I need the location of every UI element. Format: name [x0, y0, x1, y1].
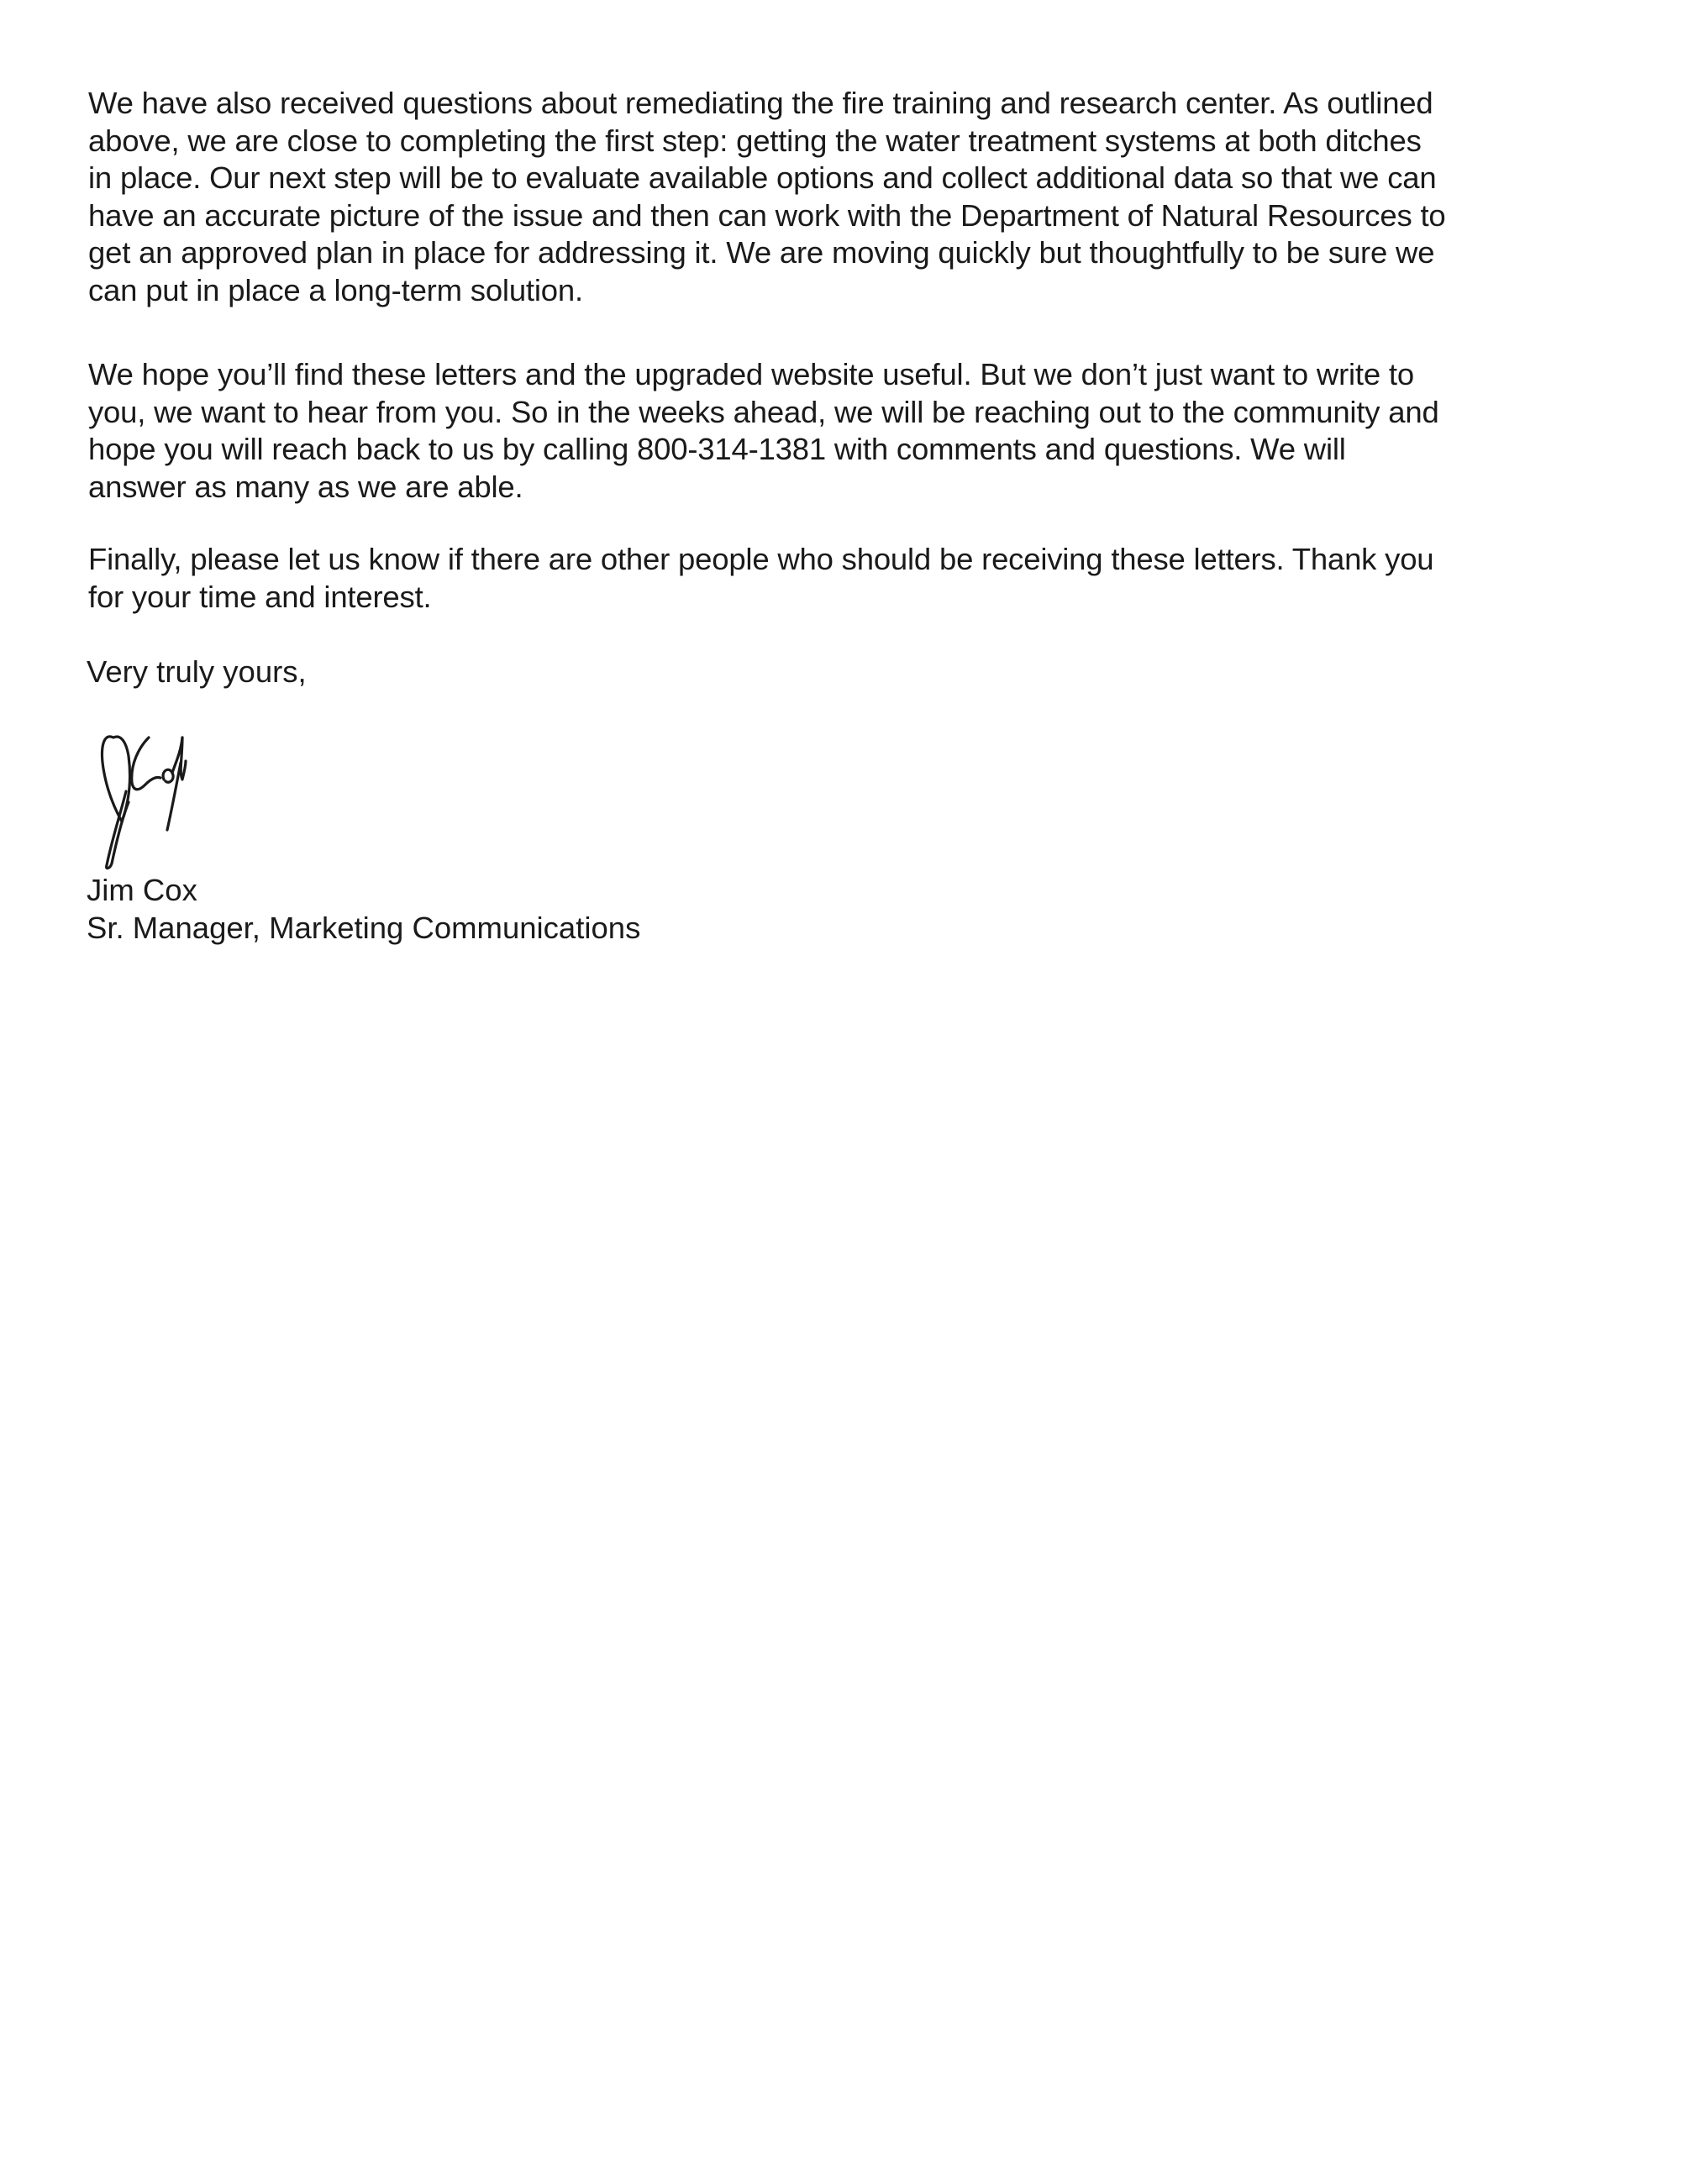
text-line: We have also received questions about remediating the fire training and research center. As outlined	[88, 86, 1433, 120]
text-line: answer as many as we are able.	[88, 469, 523, 504]
text-line: have an accurate picture of the issue and then can work with the Department of Natural Resources to	[88, 197, 1446, 233]
text-line: above, we are close to completing the first step: getting the water treatment systems at both ditches	[88, 123, 1422, 158]
closing-salutation: Very truly yours,	[87, 654, 307, 689]
signer-name: Jim Cox	[87, 873, 197, 907]
text-line: can put in place a long-term solution.	[88, 272, 583, 307]
paragraph-closing-request	[88, 541, 1592, 616]
signer-title: Sr. Manager, Marketing Communications	[87, 911, 641, 945]
text-line: get an approved plan in place for addressing it. We are moving quickly but thoughtfully to be sure we	[88, 235, 1435, 270]
text-line: you, we want to hear from you. So in the weeks ahead, we will be reaching out to the community and	[88, 394, 1439, 429]
text-line: Finally, please let us know if there are other people who should be receiving these letters. Thank you	[88, 542, 1434, 576]
paragraph-feedback	[88, 356, 1592, 506]
text-line: We hope you’ll find these letters and the upgraded website useful. But we don’t just want to write to	[88, 357, 1414, 391]
text-line: in place. Our next step will be to evaluate available options and collect additional data so that we can	[88, 160, 1437, 195]
signature-icon	[88, 722, 273, 874]
paragraph-remediation	[88, 85, 1592, 309]
text-line: hope you will reach back to us by calling 800-314-1381 with comments and questions. We will	[88, 432, 1346, 466]
text-line: for your time and interest.	[88, 579, 432, 614]
